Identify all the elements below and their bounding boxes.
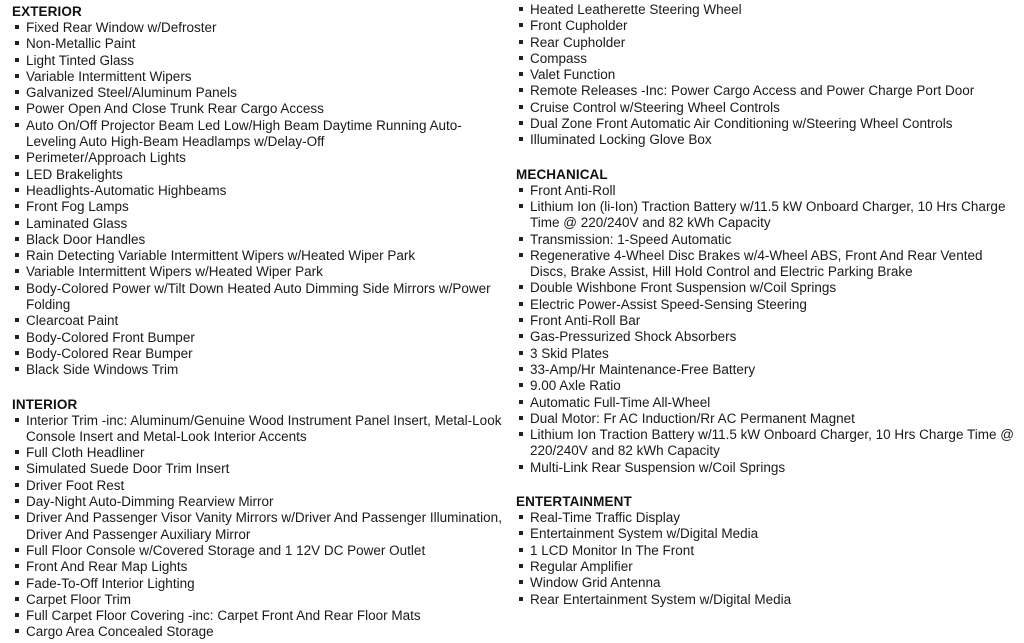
list-item-text: Dual Motor: Fr AC Induction/Rr AC Permanent Magnet — [530, 410, 855, 426]
list-item-text: 9.00 Axle Ratio — [530, 378, 621, 394]
list-item-text: Laminated Glass — [26, 215, 128, 231]
list-item-text: Galvanized Steel/Aluminum Panels — [26, 85, 237, 101]
bullet-icon — [519, 7, 523, 11]
list-item-text: Clearcoat Paint — [26, 313, 119, 329]
bullet-icon — [15, 25, 19, 29]
list-item-text: Driver And Passenger Visor Vanity Mirrors w/Driver And Passenger Illumination, Driver And Passenger Auxiliary Mirror — [26, 510, 502, 542]
list-item-text: Auto On/Off Projector Beam Led Low/High Beam Daytime Running Auto-Leveling Auto High-Beam Headlamps w/Delay-Off — [26, 117, 462, 150]
feature-list — [12, 20, 504, 379]
list-item-text: Compass — [530, 50, 588, 66]
bullet-icon — [519, 137, 523, 141]
list-item-text: Cargo Area Concealed Storage — [26, 624, 214, 640]
list-item — [516, 411, 1016, 427]
list-item-text: Driver Foot Rest — [26, 477, 125, 493]
list-item — [516, 132, 1016, 148]
list-item — [12, 413, 504, 446]
section-title: INTERIOR — [12, 396, 78, 412]
list-item-text: Front Cupholder — [530, 18, 628, 34]
bullet-icon — [519, 531, 523, 535]
list-item-text: Regular Amplifier — [530, 558, 633, 574]
list-item — [516, 83, 1016, 99]
bullet-icon — [519, 253, 523, 257]
list-item — [12, 346, 504, 362]
list-item-text: Valet Function — [530, 67, 616, 83]
list-item-text: Double Wishbone Front Suspension w/Coil Springs — [530, 280, 837, 296]
list-item-text: LED Brakelights — [26, 166, 123, 182]
list-item — [12, 313, 504, 329]
list-item — [516, 510, 1016, 526]
list-item-text: Real-Time Traffic Display — [530, 510, 681, 526]
bullet-icon — [519, 318, 523, 322]
bullet-icon — [519, 580, 523, 584]
list-item — [516, 362, 1016, 378]
list-item — [12, 461, 504, 477]
bullet-icon — [519, 416, 523, 420]
list-item-text: Gas-Pressurized Shock Absorbers — [530, 329, 737, 345]
list-item-text: Body-Colored Power w/Tilt Down Heated Auto Dimming Side Mirrors w/Power Folding — [26, 280, 491, 313]
bullet-icon — [519, 351, 523, 355]
list-item-text: Front And Rear Map Lights — [26, 559, 188, 575]
section-title: MECHANICAL — [516, 166, 608, 182]
list-item-text: Day-Night Auto-Dimming Rearview Mirror — [26, 494, 274, 510]
list-item-text: Interior Trim -inc: Aluminum/Genuine Wood Instrument Panel Insert, Metal-Look Console Insert and Metal-Look Interior Accents — [26, 412, 502, 444]
list-item — [516, 2, 1016, 18]
list-item-text: Fade-To-Off Interior Lighting — [26, 575, 195, 591]
list-item-text: Power Open And Close Trunk Rear Cargo Access — [26, 101, 324, 117]
list-item — [516, 18, 1016, 34]
bullet-icon — [15, 564, 19, 568]
list-item — [12, 445, 504, 461]
list-item — [12, 118, 504, 151]
feature-list — [516, 510, 1016, 608]
bullet-icon — [15, 172, 19, 176]
list-item-text: Multi-Link Rear Suspension w/Coil Springs — [530, 459, 786, 475]
list-item — [516, 248, 1016, 281]
list-item-text: Carpet Floor Trim — [26, 591, 132, 607]
bullet-icon — [519, 465, 523, 469]
list-item — [12, 264, 504, 280]
list-item — [12, 183, 504, 199]
list-item — [12, 101, 504, 117]
feature-list — [516, 183, 1016, 476]
list-item-text: Variable Intermittent Wipers w/Heated Wiper Park — [26, 264, 323, 280]
bullet-icon — [15, 74, 19, 78]
bullet-icon — [519, 432, 523, 436]
bullet-icon — [519, 121, 523, 125]
list-item-text: Body-Colored Rear Bumper — [26, 345, 193, 361]
list-item-text: Headlights-Automatic Highbeams — [26, 182, 227, 198]
bullet-icon — [15, 418, 19, 422]
list-item — [516, 526, 1016, 542]
list-item — [12, 248, 504, 264]
list-item-text: Front Anti-Roll — [530, 182, 616, 198]
section-title: ENTERTAINMENT — [516, 494, 632, 510]
list-item-text: Non-Metallic Paint — [26, 36, 136, 52]
list-item-text: Remote Releases -Inc: Power Cargo Access and Power Charge Port Door — [530, 83, 975, 99]
bullet-icon — [15, 367, 19, 371]
bullet-icon — [519, 88, 523, 92]
right-column — [516, 2, 1016, 608]
list-item — [12, 510, 504, 543]
list-item-text: Front Fog Lamps — [26, 199, 129, 215]
list-item — [516, 592, 1016, 608]
bullet-icon — [15, 466, 19, 470]
list-item — [516, 559, 1016, 575]
list-item-text: Cruise Control w/Steering Wheel Controls — [530, 99, 780, 115]
list-item-text: Rear Entertainment System w/Digital Media — [530, 591, 792, 607]
list-item-text: Dual Zone Front Automatic Air Conditioning w/Steering Wheel Controls — [530, 116, 953, 132]
list-item — [516, 427, 1016, 460]
bullet-icon — [15, 58, 19, 62]
list-item — [516, 543, 1016, 559]
section-mechanical — [516, 167, 1016, 476]
bullet-icon — [519, 105, 523, 109]
section-interior — [12, 397, 504, 641]
bullet-icon — [15, 155, 19, 159]
list-item-text: Window Grid Antenna — [530, 575, 661, 591]
list-item-text: Perimeter/Approach Lights — [26, 150, 186, 166]
list-item — [516, 346, 1016, 362]
bullet-icon — [519, 515, 523, 519]
list-item — [516, 297, 1016, 313]
bullet-icon — [519, 56, 523, 60]
list-item — [12, 576, 504, 592]
bullet-icon — [15, 90, 19, 94]
list-item — [12, 36, 504, 52]
list-item-text: Entertainment System w/Digital Media — [530, 526, 759, 542]
bullet-icon — [519, 548, 523, 552]
bullet-icon — [15, 450, 19, 454]
list-item — [516, 395, 1016, 411]
list-item — [12, 330, 504, 346]
bullet-icon — [519, 285, 523, 289]
list-item — [12, 478, 504, 494]
list-item — [12, 85, 504, 101]
list-item-text: 3 Skid Plates — [530, 345, 609, 361]
section-title: EXTERIOR — [12, 4, 82, 19]
list-item-text: Full Cloth Headliner — [26, 445, 145, 461]
bullet-icon — [15, 188, 19, 192]
list-item — [516, 232, 1016, 248]
bullet-icon — [519, 334, 523, 338]
bullet-icon — [15, 318, 19, 322]
list-item — [516, 35, 1016, 51]
section-exterior — [12, 4, 504, 379]
section-continued — [516, 2, 1016, 149]
list-item — [12, 150, 504, 166]
list-item — [12, 624, 504, 640]
list-item-text: Full Carpet Floor Covering -inc: Carpet Front And Rear Floor Mats — [26, 608, 421, 624]
bullet-icon — [15, 335, 19, 339]
bullet-icon — [519, 383, 523, 387]
bullet-icon — [15, 499, 19, 503]
bullet-icon — [15, 629, 19, 633]
list-item-text: Body-Colored Front Bumper — [26, 329, 195, 345]
list-item — [12, 281, 504, 314]
list-item — [12, 69, 504, 85]
list-item-text: Fixed Rear Window w/Defroster — [26, 20, 217, 35]
list-item — [516, 116, 1016, 132]
list-item — [12, 543, 504, 559]
list-item-text: Rain Detecting Variable Intermittent Wipers w/Heated Wiper Park — [26, 248, 416, 264]
list-item-text: Black Side Windows Trim — [26, 362, 179, 378]
list-item — [12, 608, 504, 624]
bullet-icon — [15, 204, 19, 208]
list-item — [516, 378, 1016, 394]
list-item — [12, 20, 504, 36]
list-item-text: Front Anti-Roll Bar — [530, 313, 641, 329]
bullet-icon — [15, 41, 19, 45]
bullet-icon — [15, 483, 19, 487]
bullet-icon — [519, 188, 523, 192]
list-item — [516, 199, 1016, 232]
bullet-icon — [15, 548, 19, 552]
list-item-text: Lithium Ion (li-Ion) Traction Battery w/11.5 kW Onboard Charger, 10 Hrs Charge Time @ 220/240V and 82 kWh Capacity — [530, 198, 1006, 231]
list-item-text: Rear Cupholder — [530, 34, 626, 50]
list-item-text: Full Floor Console w/Covered Storage and 1 12V DC Power Outlet — [26, 542, 426, 558]
bullet-icon — [519, 302, 523, 306]
list-item — [516, 313, 1016, 329]
bullet-icon — [15, 221, 19, 225]
feature-list — [516, 2, 1016, 149]
bullet-icon — [15, 581, 19, 585]
bullet-icon — [519, 564, 523, 568]
list-item — [12, 559, 504, 575]
bullet-icon — [519, 23, 523, 27]
bullet-icon — [15, 253, 19, 257]
bullet-icon — [519, 204, 523, 208]
list-item — [12, 494, 504, 510]
bullet-icon — [15, 269, 19, 273]
bullet-icon — [15, 286, 19, 290]
bullet-icon — [15, 123, 19, 127]
list-item — [516, 67, 1016, 83]
list-item — [516, 51, 1016, 67]
list-item — [12, 232, 504, 248]
list-item-text: Transmission: 1-Speed Automatic — [530, 231, 732, 247]
list-item-text: Black Door Handles — [26, 231, 146, 247]
section-entertainment — [516, 494, 1016, 608]
list-item-text: Variable Intermittent Wipers — [26, 68, 192, 84]
list-item — [12, 53, 504, 69]
list-item-text: Electric Power-Assist Speed-Sensing Steering — [530, 296, 807, 312]
bullet-icon — [519, 72, 523, 76]
list-item — [516, 460, 1016, 476]
bullet-icon — [519, 597, 523, 601]
list-item-text: Illuminated Locking Glove Box — [530, 132, 712, 148]
list-item — [12, 362, 504, 378]
list-item-text: 33-Amp/Hr Maintenance-Free Battery — [530, 361, 756, 377]
list-item — [516, 575, 1016, 591]
bullet-icon — [15, 351, 19, 355]
bullet-icon — [15, 597, 19, 601]
bullet-icon — [519, 237, 523, 241]
list-item — [12, 167, 504, 183]
list-item — [516, 183, 1016, 199]
bullet-icon — [519, 367, 523, 371]
bullet-icon — [15, 613, 19, 617]
list-item — [516, 280, 1016, 296]
bullet-icon — [519, 400, 523, 404]
list-item — [12, 592, 504, 608]
list-item — [12, 216, 504, 232]
bullet-icon — [15, 515, 19, 519]
list-item-text: Automatic Full-Time All-Wheel — [530, 394, 711, 410]
left-column — [12, 4, 504, 641]
bullet-icon — [15, 106, 19, 110]
bullet-icon — [519, 40, 523, 44]
bullet-icon — [15, 237, 19, 241]
list-item-text: 1 LCD Monitor In The Front — [530, 542, 695, 558]
list-item-text: Light Tinted Glass — [26, 52, 135, 68]
feature-list — [12, 413, 504, 641]
list-item-text: Simulated Suede Door Trim Insert — [26, 461, 230, 477]
list-item — [516, 329, 1016, 345]
list-item-text: Heated Leatherette Steering Wheel — [530, 2, 742, 17]
list-item-text: Regenerative 4-Wheel Disc Brakes w/4-Wheel ABS, Front And Rear Vented Discs, Brake Assist, Hill Hold Control and Electric Parking Brake — [530, 247, 983, 280]
list-item — [516, 100, 1016, 116]
list-item-text: Lithium Ion Traction Battery w/11.5 kW Onboard Charger, 10 Hrs Charge Time @ 220/240V and 82 kWh Capacity — [530, 427, 1014, 459]
list-item — [12, 199, 504, 215]
